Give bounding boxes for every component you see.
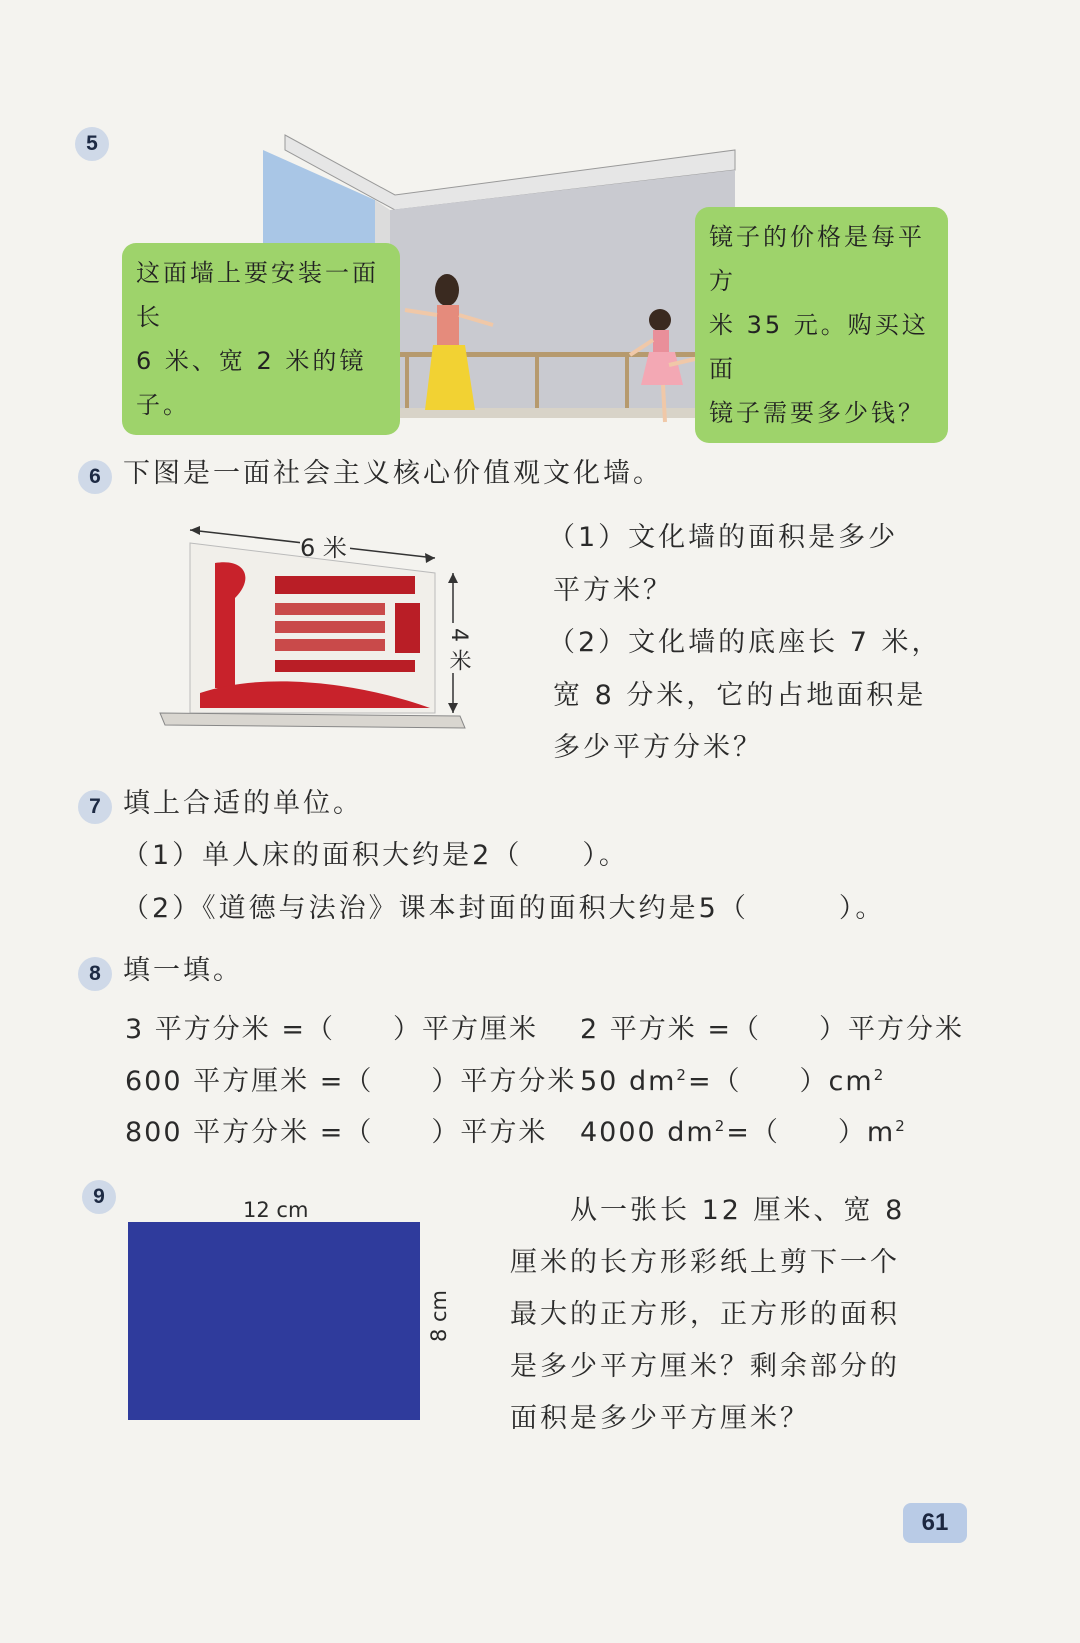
question-number-5: 5 [75,127,109,161]
q8-row-2-sup-2: 2 [873,1066,886,1084]
rect-width-label: 12 cm [243,1198,309,1222]
q8-row-3-left: 800 平方分米 =（ ）平方米 [125,1117,548,1148]
q6-title: 下图是一面社会主义核心价值观文化墙。 [123,458,663,489]
q8-row-2-sup-1: 2 [676,1066,688,1084]
q8-row-1-right: 2 平方米 =（ ）平方分米 [580,1014,964,1045]
speech-bubble-left [122,243,400,435]
question-number-9: 9 [82,1180,116,1214]
page-number: 61 [903,1503,967,1543]
q8-row-3-right [580,1110,907,1149]
q9-line-3: 最大的正方形，正方形的面积 [510,1299,900,1330]
q9-line-4: 是多少平方厘米？剩余部分的 [510,1351,900,1382]
q8-row-3-right-b: =（ ）m [726,1117,896,1148]
wall-width-label: 6 米 [300,534,347,562]
q8-row-2-left: 600 平方厘米 =（ ）平方分米 [125,1066,577,1097]
q8-title: 填一填。 [123,955,243,986]
colored-paper-rectangle [128,1222,420,1420]
q7-title: 填上合适的单位。 [123,788,363,819]
bubble-left-line-1: 这面墙上要安装一面长 [136,259,379,331]
q8-row-3-sup-1: 2 [714,1117,727,1135]
q8-row-3-right-a: 4000 dm [580,1117,715,1148]
bubble-left-line-2: 6 米、宽 2 米的镜子。 [136,347,367,419]
speech-bubble-right [695,207,948,443]
q6-line-5: 多少平方分米？ [553,732,763,763]
q6-line-3: （2）文化墙的底座长 7 米， [548,627,942,658]
question-number-8: 8 [78,957,112,991]
bubble-right-line-2: 米 35 元。购买这面 [709,311,929,383]
bubble-right-line-3: 镜子需要多少钱？ [709,399,925,427]
q9-line-5: 面积是多少平方厘米？ [510,1403,810,1434]
q8-row-3-sup-2: 2 [895,1117,907,1135]
question-number-7: 7 [78,790,112,824]
q8-row-1-left: 3 平方分米 =（ ）平方厘米 [125,1014,538,1045]
rect-height-label: 8 cm [427,1290,451,1343]
q9-line-2: 厘米的长方形彩纸上剪下一个 [510,1247,900,1278]
wall-height-label: 4 米 [446,628,471,671]
q8-row-2-right-b: =（ ）cm [687,1066,874,1097]
question-number-6: 6 [78,460,112,494]
q7-line-2: （2）《道德与法治》课本封面的面积大约是5（ ）。 [122,893,886,924]
q6-line-1: （1）文化墙的面积是多少 [548,522,899,553]
q6-line-4: 宽 8 分米，它的占地面积是 [553,680,927,711]
q7-line-1: （1）单人床的面积大约是2（ ）。 [122,840,629,871]
q8-row-2-right [580,1059,885,1098]
bubble-right-line-1: 镜子的价格是每平方 [709,223,925,295]
q6-line-2: 平方米？ [553,575,673,606]
q8-row-2-right-a: 50 dm [580,1066,677,1097]
q9-line-1: 从一张长 12 厘米、宽 8 [570,1195,906,1226]
